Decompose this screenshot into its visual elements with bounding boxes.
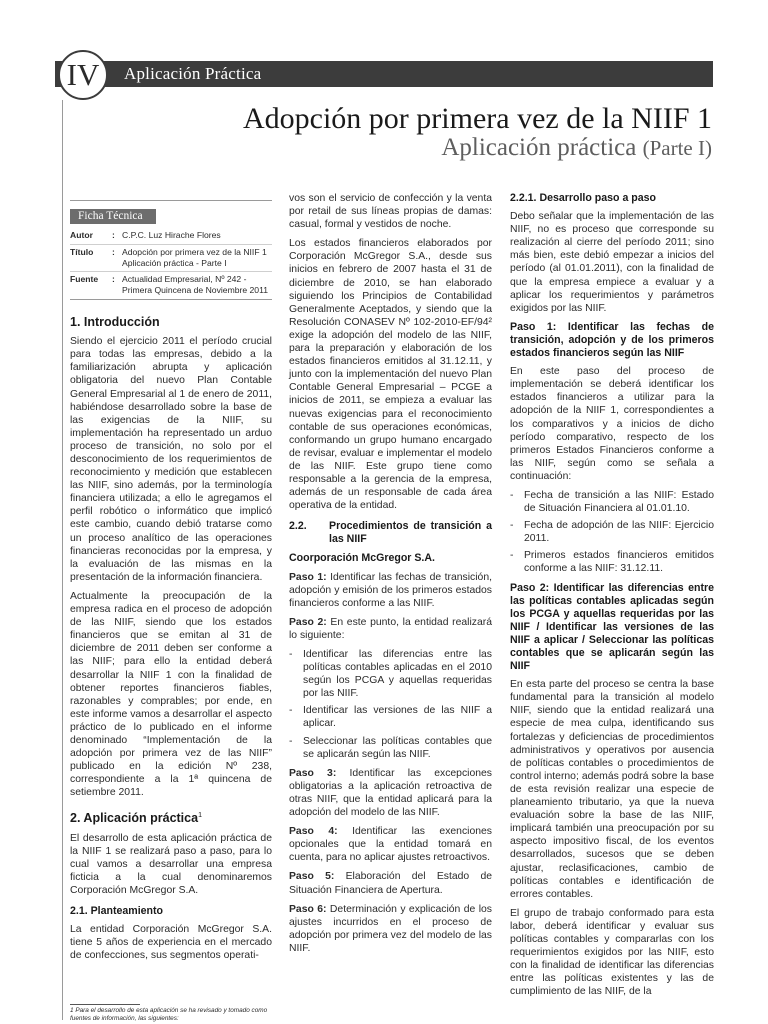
- paragraph: Debo señalar que la implementación de las NIIF, no es proceso que corresponde su realización al cierre del período 2011; sino más bien, este debió empezar a inicios del período (al 01.01.2011), con la finalidad de que la empresa empiece a evaluar y a aplicar los requerimientos y parámetros exigidos por las NIIF.: [510, 211, 714, 314]
- paragraph: En esta parte del proceso se centra la base fundamental para la transición al modelo NIIF, siendo que la entidad realizará una especie de mea culpa, identificando sus fortalezas y deficiencias de procedimientos administrativos y operativos por ausencia de políticas contables o procedimientos de control interno; además podrá sobre la base de esta revisión realizar una especie de planeamiento tributario, ya que la nueva evaluación sobre la base de las NIIF, implicará también una preocupación por su aspecto impositivo fiscal, de los eventos desarrollados, sucesos que se deben ajustar, reclasificaciones, cambio de políticas contables e identificación de errores contables.: [510, 679, 714, 900]
- step-item: [289, 571, 492, 610]
- paragraph: vos son el servicio de confección y la venta por retail de sus líneas propias de damas: casual, formal y vestidos de noche.: [289, 193, 492, 231]
- list-item: - Primeros estados financieros emitidos conforme a las NIIF: 31.12.11.: [510, 550, 714, 575]
- step-2-list: [289, 648, 492, 761]
- step-text: Identificar las excepciones obligatorias a la aplicación retroactiva de otras NIIF, que la entidad aplicará para la adopción del modelo de las NIIF.: [289, 767, 492, 819]
- paragraph: Los estados financieros elaborados por Corporación McGregor S.A., desde sus inicios en febrero de 2007 hasta el 31 de diciembre de 2010, se han elaborado siguiendo los Principios de Contabilidad Generalmente Aceptados, y siendo que la Resolución CONASEV Nº 102-2010-EF/94² exige la adopción del modelo de las NIIF, para la preparación y elaboración de los estados financieros emitidos al 31.12.11, y junto con la implementación del nuevo Plan Contable General Empresarial – PCGE a inicios de 2011, se empieza a evaluar las nuevas exigencias para el reconocimiento contable de sus operaciones económicas, conformando un grupo humano encargado de revisar, evaluar e implementar el modelo de las NIIF. Este grupo tiene como responsable a la gerencia de la empresa, además de un responsable de cada área operativa de la entidad.: [289, 238, 492, 512]
- step-item: [289, 616, 492, 642]
- paragraph: La entidad Corporación McGregor S.A. tiene 5 años de experiencia en el mercado de confecciones, sus segmentos operati-: [70, 924, 272, 962]
- step-item: [289, 825, 492, 864]
- paragraph: En este paso del proceso de implementación se deberá identificar los estados financieros a utilizar para la adopción de la NIIF 1, correspondientes a los comparativos y a inicios de dicho período comparativo, respecto de los primeros Estados Financieros conforme a las NIIF, según como se señala a continuación:: [510, 366, 714, 482]
- article-title: Adopción por primera vez de la NIIF 1: [242, 102, 712, 135]
- step-item: [289, 870, 492, 896]
- article-subtitle-text: Aplicación práctica: [441, 134, 637, 161]
- paragraph: Siendo el ejercicio 2011 el período crucial para todas las empresas, debido a la familiarización abrupta y aplicación obligatoria del nuevo Plan Contable General Empresarial al 1 de enero de 2011, habiéndose desarrollado sobre la base de las exigencias de la NIIF, su implementación ha representado un arduo proceso de transición, no solo por el desconocimiento de los requerimientos de reconocimiento y medición que establecen las NIIF, sino además, por la terminología financiera utilizada; a ello le agregamos el perfil robótico o informático que implicó este cambio, cuando debió tratarse como un proceso analítico de las operaciones financieras reconocidas por la empresa, y la evaluación de las mismas en la presentación de la información financiera.: [70, 336, 272, 583]
- step-text: Determinación y explicación de los ajustes incurridos en el proceso de adopción por primera vez del modelo de las NIIF.: [289, 903, 493, 954]
- technical-sheet-row: Autor : C.P.C. Luz Hirache Flores: [70, 228, 272, 244]
- section-header-title: Aplicación Práctica: [124, 64, 262, 83]
- column-3: [510, 192, 714, 1004]
- technical-sheet-label: Título: [70, 246, 94, 257]
- technical-sheet-row: Fuente : Actualidad Empresarial, Nº 242 - Primera Quincena de Noviembre 2011: [70, 271, 272, 299]
- procedures-heading-text: Procedimientos de transición a las NIIF: [329, 520, 492, 546]
- company-heading: Coorporación McGregor S.A.: [289, 552, 435, 565]
- list-item: - Identificar las diferencias entre las políticas contables aplicadas en el 2010 según los PCGA y aquellas requeridas por las NIIF.: [289, 649, 492, 700]
- step-item: [289, 903, 492, 955]
- column-1: [70, 192, 272, 969]
- step-by-step-heading: 2.2.1. Desarrollo paso a paso: [510, 192, 657, 204]
- dates-list: [510, 489, 714, 576]
- step-text: Elaboración del Estado de Situación Financiera de Apertura.: [289, 871, 492, 896]
- paragraph: El desarrollo de esta aplicación práctica de la NIIF 1 se realizará paso a paso, para lo cual vamos a desarrollar una empresa ficticia a la cual denominaremos Corporación McGregor S.A.: [70, 832, 272, 897]
- footnote-rule: [70, 1004, 140, 1005]
- step-text: En este punto, la entidad realizará lo siguiente:: [289, 616, 493, 641]
- technical-sheet-row: Título : Adopción por primera vez de la NIIF 1 Aplicación práctica - Parte I: [70, 244, 272, 272]
- list-item: - Fecha de transición a las NIIF: Estado de Situación Financiera al 01.01.10.: [510, 489, 714, 515]
- step-label: Paso 5:: [289, 871, 335, 883]
- list-item: - Seleccionar las políticas contables que se aplicarán según las NIIF.: [289, 735, 492, 760]
- step-text: Identificar las exenciones opcionales que la entidad tomará en cuenta, para no aplicar ajustes retroactivos.: [289, 826, 492, 864]
- step-1-heading: Paso 1: Identificar las fechas de transición, adopción y de los primeros estados financieros según las NIIF: [510, 320, 714, 360]
- list-item: - Fecha de adopción de las NIIF: Ejercicio 2011.: [510, 520, 714, 545]
- step-label: Paso 2:: [289, 616, 327, 628]
- technical-sheet-value: C.P.C. Luz Hirache Flores: [122, 230, 221, 241]
- step-2-heading: Paso 2: Identificar las diferencias entre las políticas contables aplicadas según los PCGA y aquellas requeridas por las NIIF / Identificar las versiones de las NIIF a aplicar / Seleccionar las políticas contables que se aplicarán según las NIIF: [510, 581, 714, 673]
- article-part-label: (Parte I): [642, 136, 712, 160]
- paragraph: El grupo de trabajo conformado para esta labor, deberá identificar y evaluar sus políticas contables y compararlas con los requerimientos exigidos por las NIIF, esto con la finalidad de identificar las diferencias entre las políticas existentes y las de cumplimiento de las NIIF, de la: [510, 907, 714, 998]
- step-label: Paso 6:: [289, 903, 327, 915]
- technical-sheet-label: Autor: [70, 230, 93, 241]
- article-subtitle: [441, 134, 712, 162]
- planteamiento-heading: 2.1. Planteamiento: [70, 905, 164, 918]
- paragraph: Actualmente la preocupación de la empresa radica en el proceso de adopción de las NIIF, siendo que los estados financieros que se emitan al 31 de diciembre de 2011 deben ser conforme a las NIIF; para ello la entidad deberá desarrollar la NIIF 1 con la finalidad de obtener reportes financieros fiables, razonables y comprables; por ende, en este informe vamos a desarrollar el aspecto práctico de lo publicado en el informe denominado “Implementación de la adopción por primera vez de las NIIF” publicado en la edición Nº 238, correspondiente a la 1ª quincena de setiembre 2011.: [70, 590, 272, 799]
- technical-sheet-heading: Ficha Técnica: [70, 209, 156, 224]
- list-item: - Identificar las versiones de las NIIF a aplicar.: [289, 705, 492, 730]
- procedures-heading: [289, 520, 492, 546]
- column-2: [289, 192, 492, 961]
- practical-heading-text: 2. Aplicación práctica: [70, 811, 199, 826]
- step-label: Paso 1:: [289, 571, 327, 583]
- step-label: Paso 3:: [289, 767, 337, 779]
- step-text: Identificar las fechas de transición, adopción y emisión de los primeros estados financieros conforme a las NIIF.: [289, 571, 493, 609]
- margin-rule: [62, 100, 63, 1020]
- practical-heading: [70, 809, 272, 825]
- step-item: [289, 767, 492, 819]
- section-number-badge: IV: [58, 50, 108, 100]
- technical-sheet-value: Adopción por primera vez de la NIIF 1 Aplicación práctica - Parte I: [122, 246, 267, 268]
- footnote-ref: 1: [198, 812, 202, 820]
- technical-sheet-value: Actualidad Empresarial, Nº 242 - Primera Quincena de Noviembre 2011: [122, 274, 269, 296]
- intro-heading: 1. Introducción: [70, 315, 160, 330]
- technical-sheet-label: Fuente: [70, 274, 99, 285]
- step-label: Paso 4:: [289, 826, 338, 838]
- footnote: 1 Para el desarrollo de esta aplicación se ha revisado y tomado como fuentes de información, las siguientes:: [70, 1007, 268, 1022]
- procedures-heading-number: 2.2.: [289, 520, 307, 533]
- technical-sheet: [70, 200, 272, 300]
